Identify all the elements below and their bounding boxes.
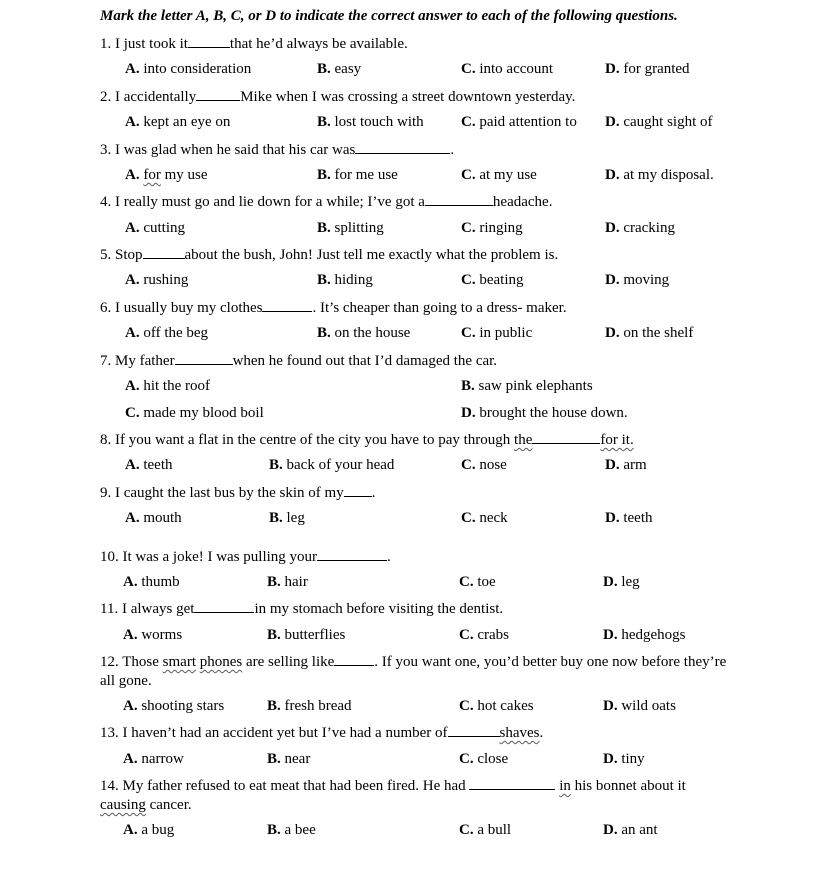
option-a: A. cutting xyxy=(125,220,186,236)
answer-blank xyxy=(143,246,185,259)
option-b: B. butterflies xyxy=(267,627,346,643)
answer-blank xyxy=(317,548,387,561)
option-b: B. near xyxy=(267,751,311,767)
option-b: B. back of your head xyxy=(269,457,395,473)
option-c: C. a bull xyxy=(459,822,512,838)
option-c: C. close xyxy=(459,751,509,767)
option-d: D. on the shelf xyxy=(605,325,694,341)
option-d: D. an ant xyxy=(603,822,658,838)
answer-blank xyxy=(194,600,254,613)
option-a: A. kept an eye on xyxy=(125,114,231,130)
option-a: A. a bug xyxy=(123,822,175,838)
option-a: A. mouth xyxy=(125,510,182,526)
option-d: D. wild oats xyxy=(603,698,676,714)
option-a: A. thumb xyxy=(123,574,180,590)
option-c: C. neck xyxy=(461,510,508,526)
question-3: 3. I was glad when he said that his car was . xyxy=(100,142,455,158)
option-a: A. off the beg xyxy=(125,325,209,341)
option-b: B. a bee xyxy=(267,822,316,838)
option-c: C. made my blood boil xyxy=(125,405,264,421)
option-c: C. hot cakes xyxy=(459,698,534,714)
option-b: B. saw pink elephants xyxy=(461,378,593,394)
option-a: A. into consideration xyxy=(125,61,252,77)
option-c: C. paid attention to xyxy=(461,114,577,130)
option-b: B. fresh bread xyxy=(267,698,352,714)
option-d: D. hedgehogs xyxy=(603,627,686,643)
question-8: 8. If you want a flat in the centre of the city you have to pay through the for it. xyxy=(100,432,634,448)
option-a: A. teeth xyxy=(125,457,173,473)
option-b: B. splitting xyxy=(317,220,384,236)
answer-blank xyxy=(188,35,230,48)
answer-blank xyxy=(355,141,450,154)
option-c: C. ringing xyxy=(461,220,523,236)
option-b: B. on the house xyxy=(317,325,411,341)
answer-blank xyxy=(448,724,500,737)
question-2: 2. I accidentally Mike when I was crossing a street downtown yesterday. xyxy=(100,89,576,105)
option-d: D. teeth xyxy=(605,510,653,526)
answer-blank xyxy=(469,777,555,790)
option-d: D. at my disposal. xyxy=(605,167,714,183)
question-9: 9. I caught the last bus by the skin of my . xyxy=(100,485,376,501)
question-11: 11. I always get in my stomach before visiting the dentist. xyxy=(100,601,504,617)
option-c: C. in public xyxy=(461,325,533,341)
option-b: B. hair xyxy=(267,574,308,590)
option-d: D. for granted xyxy=(605,61,690,77)
option-a: A. shooting stars xyxy=(123,698,225,714)
option-c: C. into account xyxy=(461,61,554,77)
answer-blank xyxy=(532,431,600,444)
option-d: D. brought the house down. xyxy=(461,405,628,421)
answer-blank xyxy=(425,193,493,206)
question-7: 7. My father when he found out that I’d damaged the car. xyxy=(100,353,498,369)
option-b: B. hiding xyxy=(317,272,373,288)
instruction-heading: Mark the letter A, B, C, or D to indicate the correct answer to each of the following questions. xyxy=(100,8,678,24)
option-c: C. beating xyxy=(461,272,524,288)
answer-blank xyxy=(334,653,374,666)
option-a: A. for my use xyxy=(125,167,208,183)
question-5: 5. Stop about the bush, John! Just tell me exactly what the problem is. xyxy=(100,247,559,263)
answer-blank xyxy=(262,299,312,312)
answer-blank xyxy=(196,88,240,101)
option-b: B. for me use xyxy=(317,167,398,183)
option-a: A. rushing xyxy=(125,272,189,288)
option-b: B. lost touch with xyxy=(317,114,424,130)
option-d: D. cracking xyxy=(605,220,675,236)
option-d: D. moving xyxy=(605,272,670,288)
option-c: C. nose xyxy=(461,457,507,473)
question-10: 10. It was a joke! I was pulling your . xyxy=(100,549,391,565)
question-13: 13. I haven’t had an accident yet but I’ve had a number of shaves. xyxy=(100,725,544,741)
option-b: B. leg xyxy=(269,510,305,526)
option-d: D. caught sight of xyxy=(605,114,713,130)
question-14: 14. My father refused to eat meat that had been fired. He had in his bonnet about it causing cancer. xyxy=(100,778,686,813)
option-a: A. narrow xyxy=(123,751,184,767)
question-1: 1. I just took it that he’d always be available. xyxy=(100,36,408,52)
option-a: A. hit the roof xyxy=(125,378,210,394)
option-c: C. crabs xyxy=(459,627,509,643)
option-d: D. arm xyxy=(605,457,647,473)
option-b: B. easy xyxy=(317,61,362,77)
question-12: 12. Those smart phones are selling like . If you want one, you’d better buy one now before they’re all gone. xyxy=(100,654,727,689)
answer-blank xyxy=(175,352,233,365)
option-c: C. at my use xyxy=(461,167,537,183)
option-a: A. worms xyxy=(123,627,183,643)
answer-blank xyxy=(344,484,372,497)
question-6: 6. I usually buy my clothes . It’s cheaper than going to a dress- maker. xyxy=(100,300,567,316)
option-d: D. leg xyxy=(603,574,640,590)
option-c: C. toe xyxy=(459,574,496,590)
question-4: 4. I really must go and lie down for a while; I’ve got a headache. xyxy=(100,194,553,210)
option-d: D. tiny xyxy=(603,751,645,767)
